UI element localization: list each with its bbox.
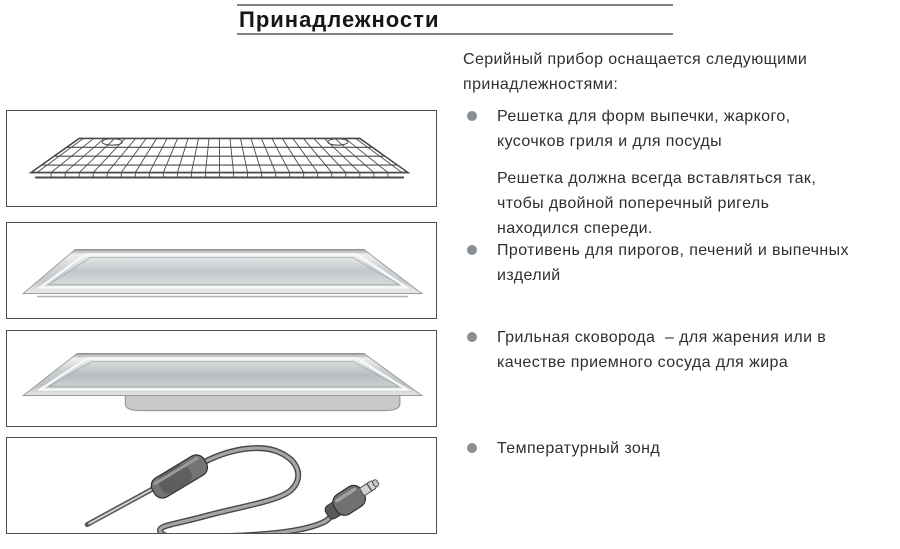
intro-line: Серийный прибор оснащается следующими — [463, 51, 808, 68]
wire-rack-note — [497, 166, 816, 241]
bullet-text-line: Грильная сковорода – для жарения или в — [497, 329, 827, 346]
probe-needle — [87, 488, 155, 525]
grill-pan-illustration — [7, 331, 436, 426]
figure-box-baking-tray — [6, 222, 437, 319]
bullet-icon — [467, 245, 477, 255]
bullet-item-baking-tray — [466, 238, 849, 288]
probe-plug — [321, 472, 384, 524]
intro-line: принадлежностями: — [463, 76, 619, 93]
intro-paragraph — [463, 47, 807, 97]
bullet-text-line: кусочков гриля и для посуды — [497, 133, 723, 150]
baking-tray-illustration — [7, 223, 436, 318]
probe-handle — [148, 452, 211, 502]
figure-box-temperature-probe — [6, 437, 437, 534]
note-line: находился спереди. — [497, 220, 653, 237]
bullet-icon — [467, 111, 477, 121]
bullet-text-line: качестве приемного сосуда для жира — [497, 354, 789, 371]
bullet-text-line: Температурный зонд — [497, 440, 661, 457]
heading-rule-bottom — [237, 33, 673, 35]
bullet-icon — [467, 332, 477, 342]
temperature-probe-illustration — [7, 438, 436, 533]
bullet-text-line: Решетка для форм выпечки, жаркого, — [497, 108, 791, 125]
bullet-item-temperature-probe — [466, 436, 660, 461]
bullet-item-wire-rack — [466, 104, 790, 154]
figure-box-wire-rack — [6, 110, 437, 207]
note-line: чтобы двойной поперечный ригель — [497, 195, 770, 212]
wire-rack-illustration — [7, 111, 436, 206]
bullet-icon — [467, 443, 477, 453]
bullet-text-line: Противень для пирогов, печений и выпечных — [497, 242, 849, 259]
heading-rule-top — [237, 4, 673, 6]
note-line: Решетка должна всегда вставляться так, — [497, 170, 817, 187]
figure-box-grill-pan — [6, 330, 437, 427]
page-title: Принадлежности — [239, 7, 440, 32]
bullet-text-line: изделий — [497, 267, 561, 284]
bullet-item-grill-pan — [466, 325, 826, 375]
